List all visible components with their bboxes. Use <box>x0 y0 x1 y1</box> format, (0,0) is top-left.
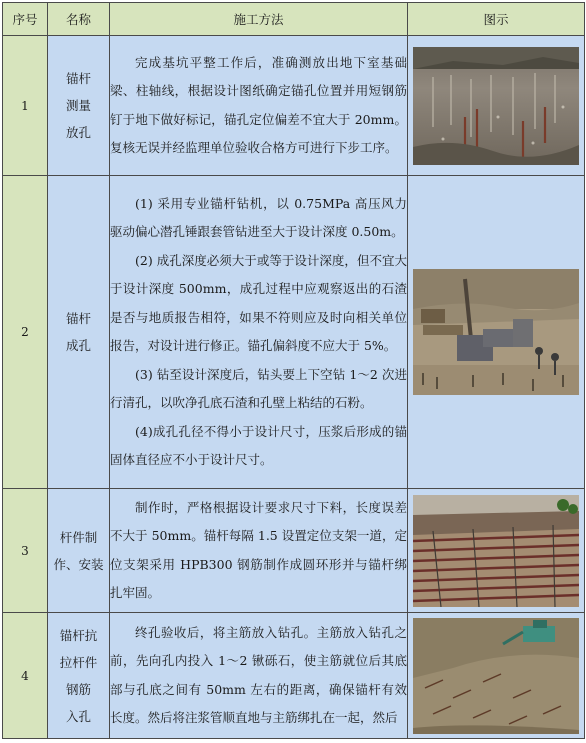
row-number: 1 <box>3 36 48 176</box>
method-paragraph: 完成基坑平整工作后，准确测放出地下室基础梁、柱轴线，根据设计图纸确定锚孔位置并用短钢筋钉于地下做好标记，锚孔定位偏差不宜大于 20mm。复核无误并经监理单位验收合格方可进行下步工序。 <box>110 54 407 155</box>
name-line: 杆件制 <box>59 529 98 545</box>
table-row <box>3 176 585 489</box>
row-number: 2 <box>3 176 48 489</box>
header-number: 序号 <box>3 3 48 36</box>
method-paragraph: (4)成孔孔径不得小于设计尺寸，压浆后形成的锚固体直径应不小于设计尺寸。 <box>110 423 407 467</box>
row-name <box>48 489 110 613</box>
method-paragraph: (1) 采用专业锚杆钻机，以 0.75MPa 高压风力驱动偏心潜孔锤跟套管钻进至大于设计深度 0.50m。 <box>110 195 407 239</box>
table-row <box>3 489 585 613</box>
row-name <box>48 36 110 176</box>
row-method <box>110 489 408 613</box>
name-line: 拉杆件 <box>59 654 98 670</box>
name-line: 锚杆抗 <box>59 627 98 643</box>
name-line: 作、安装 <box>53 556 104 572</box>
row-illustration <box>408 489 585 613</box>
row-method <box>110 176 408 489</box>
table-header-row <box>3 3 585 36</box>
name-line: 测量 <box>65 98 91 113</box>
row-illustration <box>408 613 585 739</box>
construction-method-table <box>2 2 585 739</box>
row-name <box>48 613 110 739</box>
rebar-anchors-photo <box>413 495 579 607</box>
table-row <box>3 613 585 739</box>
row-name <box>48 176 110 489</box>
header-method: 施工方法 <box>110 3 408 36</box>
name-line: 锚杆 <box>65 311 91 326</box>
method-paragraph: 制作时，严格根据设计要求尺寸下料，长度误差不大于 50mm。锚杆每隔 1.5 设置定位支架一道，定位支架采用 HPB300 钢筋制作成圆环形并与锚杆绑扎牢固。 <box>110 499 407 600</box>
excavator-slope-photo <box>413 618 579 734</box>
method-paragraph: (3) 钻至设计深度后，钻头要上下空钻 1～2 次进行清孔，以吹净孔底石渣和孔壁上粘结的石粉。 <box>110 366 407 410</box>
method-paragraph: 终孔验收后，将主筋放入钻孔。主筋放入钻孔之前，先向孔内投入 1～2 锹砾石，使主筋就位后其底部与孔底之间有 50mm 左右的距离，确保锚杆有效长度。然后将注浆管顺直地与主筋绑扎在一起，然后 <box>110 624 407 725</box>
row-method <box>110 36 408 176</box>
name-line: 放孔 <box>65 125 91 140</box>
name-line: 钢筋 <box>65 681 91 697</box>
row-number: 3 <box>3 489 48 613</box>
table-row <box>3 36 585 176</box>
method-paragraph: (2) 成孔深度必须大于或等于设计深度，但不宜大于设计深度 500mm，成孔过程中应观察返出的石渣是否与地质报告相符，如果不符则应及时向相关单位报告，对设计进行修正。锚孔偏斜度不应大于 5%。 <box>110 252 407 353</box>
header-illustration: 图示 <box>408 3 585 36</box>
name-line: 入孔 <box>65 708 91 724</box>
drilling-rig-photo <box>413 269 579 395</box>
header-name: 名称 <box>48 3 110 36</box>
row-number: 4 <box>3 613 48 739</box>
drilling-site-markers-photo <box>413 47 579 165</box>
row-illustration <box>408 36 585 176</box>
name-line: 锚杆 <box>65 71 91 86</box>
row-method <box>110 613 408 739</box>
name-line: 成孔 <box>65 338 91 353</box>
row-illustration <box>408 176 585 489</box>
